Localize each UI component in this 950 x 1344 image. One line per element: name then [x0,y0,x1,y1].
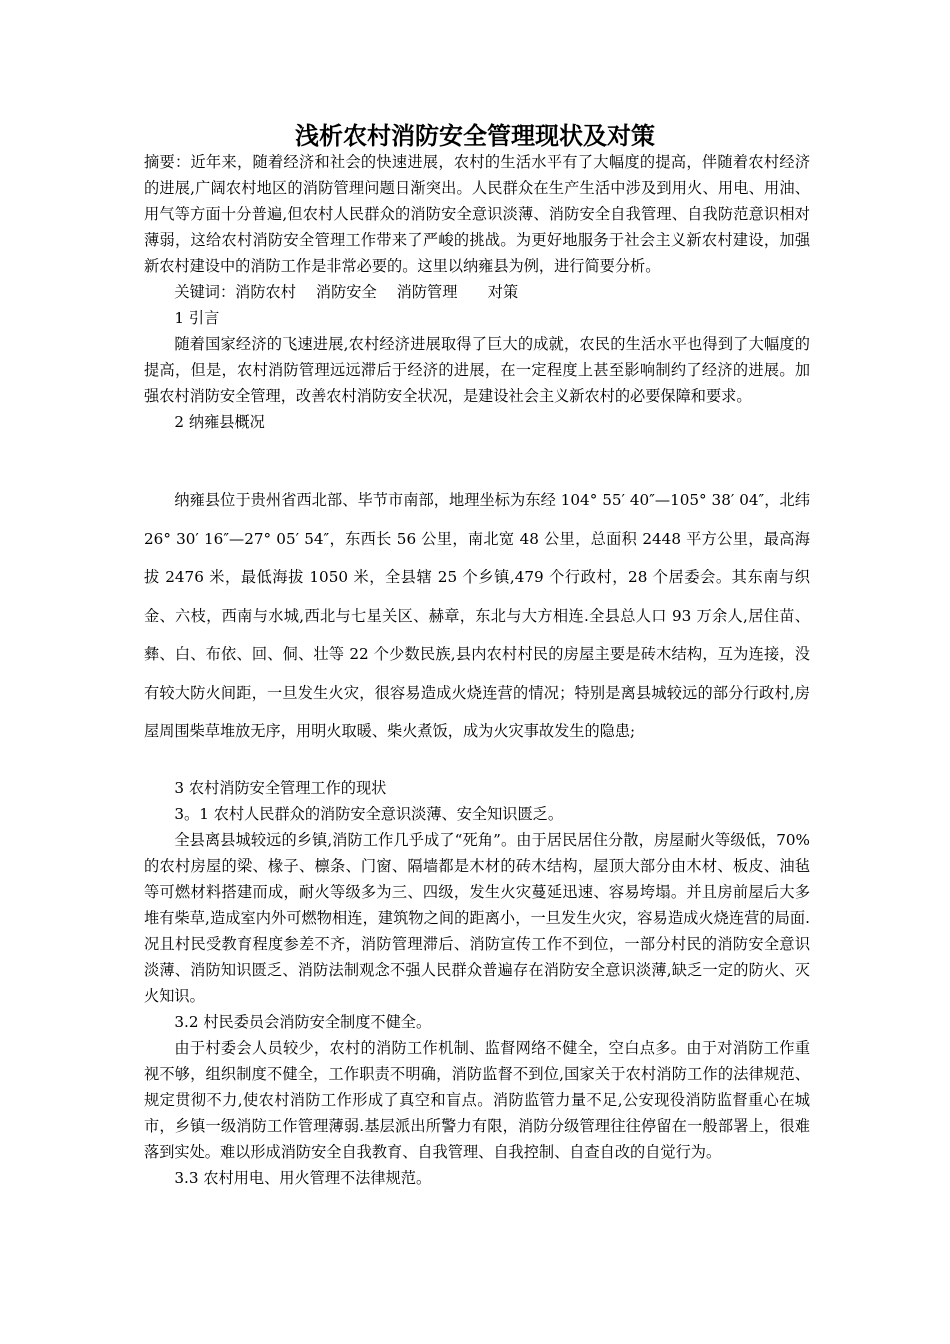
section-3-heading: 3 农村消防安全管理工作的现状 [174,779,387,797]
section-3-1-paragraph: 全县离县城较远的乡镇,消防工作几乎成了“死角”。由于居民居住分散，房屋耐火等级低，70%的农村房屋的梁、椽子、檩条、门窗、隔墙都是木材的砖木结构，屋顶大部分由木材、板皮、油毡等可燃材料搭建而成，耐火等级多为三、四级，发生火灾蔓延迅速、容易垮塌。并且房前屋后大多堆有柴草,造成室内外可燃物相连，建筑物之间的距离小，一旦发生火灾，容易造成火烧连营的局面.况且村民受教育程度参差不齐，消防管理滞后、消防宣传工作不到位，一部分村民的消防安全意识淡薄、消防知识匮乏、消防法制观念不强人民群众普遍存在消防安全意识淡薄,缺乏一定的防火、灭火知识。 [144,831,810,1005]
document-title: 浅析农村消防安全管理现状及对策 [295,122,655,150]
document-body-middle [144,481,810,751]
document-body-upper [144,149,810,435]
section-3-2-paragraph: 由于村委会人员较少，农村的消防工作机制、监督网络不健全，空白点多。由于对消防工作重视不够，组织制度不健全，工作职责不明确，消防监督不到位,国家关于农村消防工作的法律规范、规定贯彻不力,使农村消防工作形成了真空和盲点。消防监管力量不足,公安现役消防监督重心在城市，乡镇一级消防工作管理薄弱.基层派出所警力有限，消防分级管理往往停留在一般部署上，很难落到实处。难以形成消防安全自我教育、自我管理、自我控制、自查自改的自觉行为。 [144,1039,810,1161]
document-body-lower [144,775,810,1191]
section-1-paragraph: 随着国家经济的飞速进展,农村经济进展取得了巨大的成就，农民的生活水平也得到了大幅度的提高，但是，农村消防管理远远滞后于经济的进展，在一定程度上甚至影响制约了经济的进展。加强农村消防安全管理，改善农村消防安全状况，是建设社会主义新农村的必要保障和要求。 [144,335,810,405]
section-1-heading: 1 引言 [174,309,220,327]
section-3-2-heading: 3.2 村民委员会消防安全制度不健全。 [174,1013,432,1031]
keywords-line: 关键词：消防农村 消防安全 消防管理 对策 [174,283,519,301]
section-2-paragraph: 纳雍县位于贵州省西北部、毕节市南部，地理坐标为东经 104° 55′ 40″—105° 38′ 04″，北纬 26° 30′ 16″—27° 05′ 54″，东西长 56 公里，南北宽 48 公里，总面积 2448 平方公里，最高海拔 2476 米，最低海拔 1050 米，全县辖 25 个乡镇,479 个行政村，28 个居委会。其东南与织金、六枝，西南与水城,西北与七星关区、赫章，东北与大方相连.全县总人口 93 万余人,居住苗、彝、白、布依、回、侗、壮等 22 个少数民族,县内农村村民的房屋主要是砖木结构，互为连接，没有较大防火间距，一旦发生火灾，很容易造成火烧连营的情况；特别是离县城较远的部分行政村,房屋周围柴草堆放无序，用明火取暖、柴火煮饭，成为火灾事故发生的隐患; [144,491,810,740]
abstract-paragraph: 摘要：近年来，随着经济和社会的快速进展，农村的生活水平有了大幅度的提高，伴随着农村经济的进展,广阔农村地区的消防管理问题日渐突出。人民群众在生产生活中涉及到用火、用电、用油、用气等方面十分普遍,但农村人民群众的消防安全意识淡薄、消防安全自我管理、自我防范意识相对薄弱，这给农村消防安全管理工作带来了严峻的挑战。为更好地服务于社会主义新农村建设，加强新农村建设中的消防工作是非常必要的。这里以纳雍县为例，进行简要分析。 [144,153,810,275]
section-3-3-heading: 3.3 农村用电、用火管理不法律规范。 [174,1169,432,1187]
section-2-heading: 2 纳雍县概况 [174,413,265,431]
section-3-1-heading: 3。1 农村人民群众的消防安全意识淡薄、安全知识匮乏。 [174,805,564,823]
